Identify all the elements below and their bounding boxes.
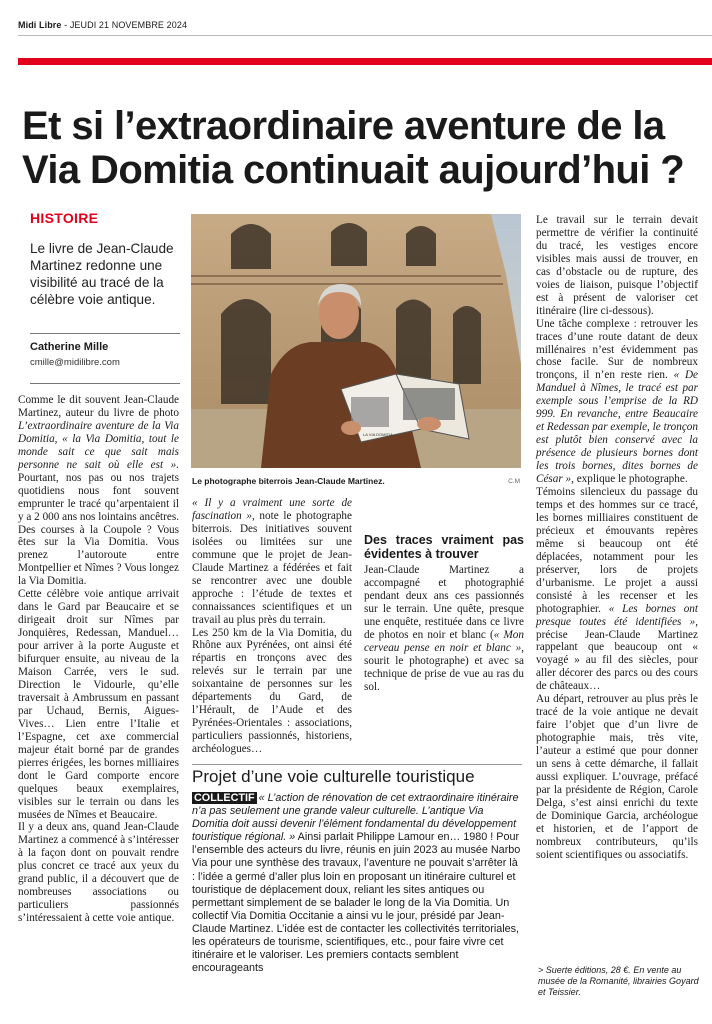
author-divider bbox=[30, 383, 180, 384]
photo-jean-claude-martinez bbox=[191, 214, 521, 468]
col1-text: Comme le dit souvent Jean-Claude Martinez, auteur du livre de photo bbox=[18, 394, 179, 419]
col1-text-cont: Pourtant, nos pas ou nos trajets quotidiens nous font souvent emprunter le tracé qu’arpentaient il y a 2 000 ans nos lointains ancêtres. Des courses à la Coupole ? Vous êtes sur la Via Domitia. Vous prenez l’autoroute entre Montpellier et Nîmes ? Vous longez la Via Domitia. bbox=[18, 471, 179, 588]
book-info-note: > Suerte éditions, 28 €. En vente au musée de la Romanité, librairies Goyard et Teissier. bbox=[538, 965, 699, 997]
col4-text-2: Témoins silencieux du passage du temps et des hommes sur ce tracé, les bornes milliaires constituent de précieux et émouvants repères même si beaucoup ont été déplacées, notamment pour les préserver, lors de projets d’urbanisme. Le projet a aussi consisté à les recenser et les photographier. bbox=[536, 486, 698, 615]
col3-text: Jean-Claude Martinez a accompagné et photographié pendant deux ans ces passionnés sur le terrain. Une quête, presque une enquête, restituée dans ce livre de photos en noir et blanc ( bbox=[364, 564, 524, 641]
arena-photo bbox=[191, 214, 521, 468]
issue-date: JEUDI 21 NOVEMBRE 2024 bbox=[69, 20, 188, 30]
col3-text-cont: , sourit le photographe) et avec sa technique de prise de vue au ras du sol. bbox=[364, 641, 524, 693]
col1-paragraph-3: Il y a deux ans, quand Jean-Claude Martinez a commencé à s’intéresser à la façon dont on pouvait rendre plus concret ce tracé aux yeux du grand public, il a découvert que de nombreuses associations ou particuliers passionnés s’intéressaient à cette voie antique. bbox=[18, 821, 179, 925]
rubric-label: HISTOIRE bbox=[30, 210, 99, 226]
col4-paragraph-4: Au départ, retrouver au plus près le tracé de la voie antique ne devait faire l’objet que d’un livre de photographie mais, très vite, l’auteur a estimé que pour donner un sens à cette démarche, il fallait aussi expliquer. L’ouvrage, préfacé par la présidente de Région, Carole Delga, s’est ainsi enrichi du texte de Dominique Garcia, archéologue et historien, et de l’apport de nombreux contributeurs, qu’ils soient scientifiques ou associatifs. bbox=[536, 693, 698, 861]
col1-quote: L’extraordinaire aventure de la Via Domitia, « la Via Domitia, tout le monde sait ce que sait mais personne ne sait où elle est ». bbox=[18, 419, 179, 471]
author-name: Catherine Mille bbox=[30, 341, 109, 353]
col4-quote: « De Manduel à Nîmes, le tracé est par exemple sous l’emprise de la RD 999. En revanche, entre Beaucaire et Redessan par exemple, le tronçon est plutôt bien conservé avec la présence de plusieurs bornes dont les trois bornes, dites bornes de César » bbox=[536, 369, 699, 486]
col4-text-3: , précise Jean-Claude Martinez rappelant que beaucoup ont « voyagé » au fil des siècles, pour aller décorer des parcs ou des cours de châteaux… bbox=[536, 615, 698, 693]
collectif-kicker: COLLECTIF bbox=[194, 792, 255, 804]
folio-separator: - bbox=[61, 20, 70, 30]
col4-text-cont: , explique le photographe. bbox=[571, 473, 688, 486]
col4-text: Une tâche complexe : retrouver les traces d’une route datant de deux millénaires n’est évidemment pas chose facile. Sur de nombreux tronçons, il n’en reste rien. bbox=[536, 317, 698, 382]
photo-credit: C.M bbox=[508, 478, 520, 485]
col1-paragraph-2: Cette célèbre voie antique arrivait dans le Gard par Beaucaire et se dirigeait droit sur Nîmes par Jonquières, Redessan, Manduel… pour arriver à la porte Auguste et bifurquer ensuite, au niveau de la Maison Carrée, vers le sud. Direction le Vidourle, qu’elle traversait à Ambrussum en passant par Uchaud, Bernis, Aigues-Vives… Lien entre l’Italie et l’Espagne, cet axe commercial majeur était borné par de grandes pierres érigées, les bornes milliaires dont le Gard comporte encore quelques beaux exemplaires, visibles sur le terrain ou dans les musées de Nîmes et Beaucaire. bbox=[18, 588, 179, 821]
article-column-4 bbox=[536, 214, 698, 862]
photo-caption: Le photographe biterrois Jean-Claude Martinez. bbox=[192, 476, 385, 486]
book-cover-text: LA VIA DOMITIA bbox=[363, 432, 393, 437]
col3-quote: « Mon cerveau pense en noir et blanc » bbox=[364, 628, 524, 654]
article-column-2 bbox=[192, 497, 352, 756]
open-book bbox=[341, 374, 469, 442]
col4-paragraph-1: Le travail sur le terrain devait permettre de vérifier la continuité du tracé, les vestiges encore visibles mais aussi de trouver, en cas d’obstacle ou de rupture, des voies de liaison, puisque l’objectif est à présent de valoriser cet itinéraire (lire ci-dessous). bbox=[536, 214, 698, 317]
project-text bbox=[192, 792, 522, 975]
folio bbox=[18, 20, 187, 30]
article-column-3 bbox=[364, 527, 524, 694]
paper-name: Midi Libre bbox=[18, 20, 62, 30]
col2-paragraph-2: Les 250 km de la Via Domitia, du Rhône aux Pyrénées, ont ainsi été répartis en tronçons avec des relevés sur le terrain par une soixantaine de personnes sur les départements du Gard, de l’Hérault, de l’Aude et des Pyrénées-Orientales : associations, particuliers passionnés, historiens, archéologues… bbox=[192, 626, 352, 756]
section-subhead: Des traces vraiment pas évidentes à trouver bbox=[364, 533, 524, 561]
col2-text: , note le photographe biterrois. Des initiatives souvent isolées ou limitées sur une commune que le projet de Jean-Claude Martinez a fédérées et fait se rencontrer avec une double approche : l’étude de textes et connaissances scientifiques et un travail au plus près du terrain. bbox=[192, 509, 352, 626]
article-column-1 bbox=[18, 394, 179, 925]
col4-quote-2: « Les bornes ont presque toutes été identifiées » bbox=[536, 602, 698, 628]
intro-divider bbox=[30, 333, 180, 334]
headline: Et si l’extraordinaire aventure de la Via Domitia continuait aujourd’hui ? bbox=[22, 104, 685, 192]
top-rule bbox=[18, 35, 712, 36]
author-email: cmille@midilibre.com bbox=[30, 357, 120, 368]
project-body: Ainsi parlait Philippe Lamour en… 1980 ! Pour l’ensemble des acteurs du livre, réunis en juin 2023 au musée Narbo Via pour une synthèse des travaux, l’aventure ne pouvait s’arrêter là : l’idée a germé d’aller plus loin en proposant un itinéraire culturel et touristique de déplacement doux, reliant les sites antiques ou permettant simplement de se balader le long de la Via Domitia. Un collectif Via Domitia Occitanie a ainsi vu le jour, présidé par Jean-Claude Martinez. L’idée est de contacter les collectivités territoriales, les opérateurs de tourisme, scientifiques, etc., pour faire vivre cet itinéraire et le valoriser. Les premiers contacts semblent encourageants bbox=[192, 831, 521, 975]
intro-text: Le livre de Jean-Claude Martinez redonne une visibilité au tracé de la célèbre voie antique. bbox=[30, 241, 174, 307]
col2-quote: « Il y a vraiment une sorte de fascination » bbox=[192, 497, 352, 522]
project-quote: « L’action de rénovation de cet extraordinaire itinéraire n’a pas seulement une grande valeur culturelle. L’antique Via Domitia doit aussi devenir l’élément fondamental du développement touristique régional. » bbox=[192, 792, 519, 844]
red-banner bbox=[18, 58, 712, 65]
project-title: Projet d’une voie culturelle touristique bbox=[192, 764, 522, 787]
